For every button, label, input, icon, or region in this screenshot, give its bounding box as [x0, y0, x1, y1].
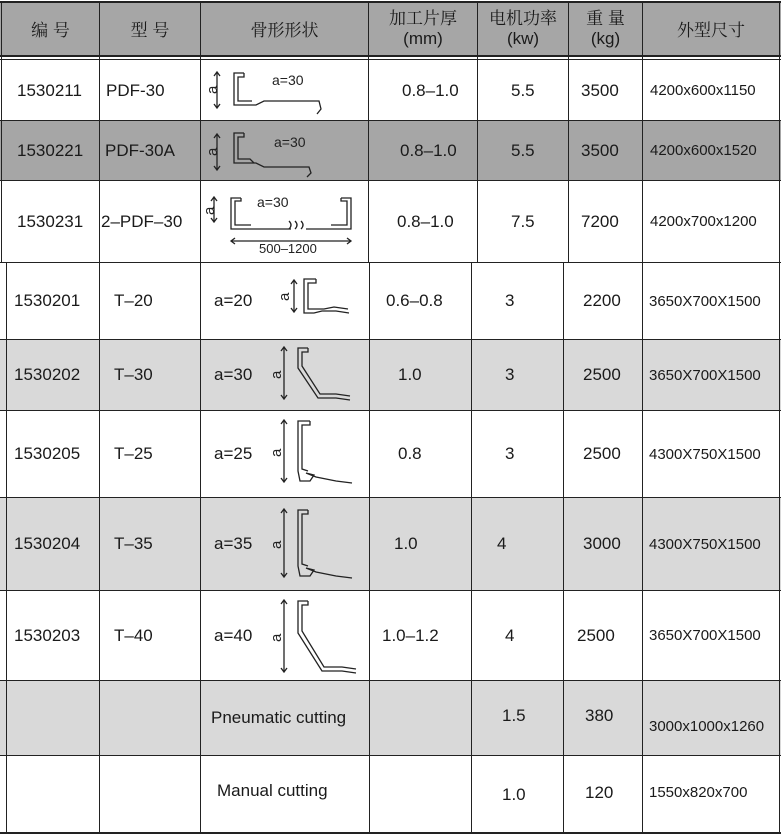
- rule: [200, 1, 201, 833]
- profile-drawing: [274, 271, 364, 331]
- dim-a-label: a: [268, 448, 285, 457]
- row-thickness: 1.0–1.2: [382, 625, 439, 645]
- table-row: [0, 591, 781, 680]
- row-thickness: 1.0: [394, 534, 418, 553]
- row-weight: 2500: [583, 365, 621, 384]
- row-model: PDF-30A: [105, 140, 175, 160]
- row-code: 1530205: [14, 444, 81, 463]
- row-weight: 2500: [583, 444, 621, 463]
- rule: [0, 497, 781, 498]
- rule: [779, 1, 780, 833]
- row-profile-label: a=25: [214, 444, 253, 463]
- dim-a-label: a: [204, 85, 221, 94]
- table-row: [0, 681, 781, 755]
- rule: [0, 55, 781, 57]
- profile-label: a=30: [272, 72, 304, 88]
- width-label: 500–1200: [259, 241, 317, 256]
- row-weight: 380: [585, 706, 614, 725]
- row-size: 4200x700x1200: [650, 213, 757, 230]
- row-model: 2–PDF–30: [101, 211, 183, 231]
- row-model: T–35: [114, 534, 153, 553]
- row-size: 4200x600x1150: [650, 82, 756, 99]
- dim-a-label: a: [268, 370, 285, 379]
- header-thickness: [369, 2, 477, 55]
- row-thickness: 0.8–1.0: [402, 80, 459, 100]
- row-code: 1530231: [17, 211, 84, 231]
- rule: [642, 1, 643, 833]
- header-code: 编 号: [31, 21, 70, 40]
- header-power: [478, 2, 568, 55]
- table-row: [0, 498, 781, 590]
- row-weight: 120: [585, 782, 614, 802]
- profile-drawing: [201, 185, 367, 259]
- header-weight-label: 重 量: [586, 8, 625, 28]
- rule: [0, 59, 781, 60]
- row-size: 4300X750X1500: [649, 535, 761, 553]
- rule: [0, 832, 781, 834]
- row-size: 4200x600x1520: [650, 142, 757, 159]
- row-power: 3: [505, 444, 515, 463]
- rule: [99, 262, 100, 833]
- profile-drawing: [270, 415, 365, 495]
- header-thickness-label: 加工片厚: [389, 8, 457, 28]
- row-power: 3: [505, 365, 515, 384]
- profile-label: a=30: [274, 134, 306, 150]
- row-size: 1550x820x700: [649, 784, 748, 801]
- row-power: 5.5: [511, 140, 535, 160]
- row-power: 4: [497, 534, 507, 553]
- row-size: 3650X700X1500: [649, 627, 761, 644]
- row-size: 3650X700X1500: [649, 292, 761, 310]
- dim-a-label: a: [276, 292, 293, 301]
- table-row: [0, 181, 781, 262]
- row-weight: 2500: [577, 625, 615, 645]
- header-model: 型 号: [130, 21, 170, 40]
- table-row: [0, 263, 781, 339]
- table-row: [0, 61, 781, 120]
- profile-label: a=30: [257, 194, 289, 210]
- rule: [568, 1, 569, 262]
- header-thickness-unit: (mm): [403, 28, 443, 48]
- profile-drawing: [270, 504, 365, 586]
- row-thickness: 0.8–1.0: [400, 140, 457, 160]
- rule: [0, 755, 781, 756]
- rule: [0, 120, 781, 121]
- profile-drawing: [204, 65, 364, 115]
- table-row: [0, 340, 781, 410]
- row-size: 3650X700X1500: [649, 366, 761, 384]
- row-thickness: 1.0: [398, 365, 422, 384]
- header-power-unit: (kw): [506, 28, 540, 48]
- row-thickness: 0.6–0.8: [386, 291, 443, 310]
- row-code: 1530204: [14, 534, 81, 553]
- row-profile-label: a=20: [214, 291, 253, 310]
- row-power: 4: [505, 625, 515, 645]
- row-thickness: 0.8: [398, 444, 422, 463]
- row-size: 4300X750X1500: [649, 445, 761, 463]
- rule: [6, 262, 7, 833]
- row-profile-label: a=35: [214, 534, 253, 553]
- table-row: [0, 756, 781, 833]
- header-weight: [569, 2, 642, 55]
- rule: [99, 1, 100, 262]
- row-weight: 7200: [581, 211, 619, 231]
- row-profile-label: Manual cutting: [217, 780, 328, 800]
- header-power-label: 电机功率: [489, 8, 557, 28]
- rule: [0, 410, 781, 411]
- rule: [0, 180, 781, 181]
- rule: [368, 1, 369, 262]
- row-thickness: 0.8–1.0: [397, 211, 454, 231]
- rule: [0, 1, 781, 3]
- rule: [563, 262, 564, 833]
- rule: [477, 1, 478, 262]
- row-power: 5.5: [511, 80, 535, 100]
- row-profile-label: a=40: [214, 625, 253, 645]
- dim-a-label: a: [201, 206, 218, 215]
- row-power: 1.0: [502, 784, 526, 804]
- rule: [369, 262, 370, 833]
- row-weight: 3500: [581, 140, 619, 160]
- row-power: 7.5: [511, 211, 535, 231]
- profile-drawing: [270, 595, 365, 677]
- row-code: 1530203: [14, 625, 81, 645]
- row-weight: 3500: [581, 80, 619, 100]
- row-weight: 3000: [583, 534, 621, 553]
- rule: [471, 262, 472, 833]
- row-model: T–20: [114, 291, 153, 310]
- row-profile-label: Pneumatic cutting: [211, 708, 347, 727]
- profile-drawing: [204, 125, 364, 177]
- row-power: 3: [505, 291, 515, 310]
- rule: [0, 590, 781, 591]
- profile-drawing: [270, 342, 365, 408]
- row-model: PDF-30: [106, 80, 165, 100]
- row-code: 1530221: [17, 140, 84, 160]
- dim-a-label: a: [204, 147, 221, 156]
- row-size: 3000x1000x1260: [649, 717, 765, 735]
- row-weight: 2200: [583, 291, 621, 310]
- row-model: T–25: [114, 444, 153, 463]
- header-weight-unit: (kg): [590, 28, 621, 48]
- rule: [0, 262, 781, 263]
- rule: [0, 339, 781, 340]
- header-profile: 骨形形状: [250, 21, 319, 40]
- dim-a-label: a: [268, 633, 285, 642]
- row-model: T–40: [114, 625, 153, 645]
- header-size: 外型尺寸: [677, 21, 745, 40]
- table-row: [0, 121, 781, 180]
- row-code: 1530201: [14, 291, 81, 310]
- row-code: 1530211: [17, 80, 82, 100]
- row-code: 1530202: [14, 365, 81, 384]
- row-profile-label: a=30: [214, 365, 253, 384]
- table-row: [0, 411, 781, 497]
- rule: [1, 1, 2, 262]
- row-power: 1.5: [502, 706, 526, 725]
- table-header: [0, 2, 781, 55]
- rule: [0, 680, 781, 681]
- dim-a-label: a: [268, 540, 285, 549]
- row-model: T–30: [114, 365, 153, 384]
